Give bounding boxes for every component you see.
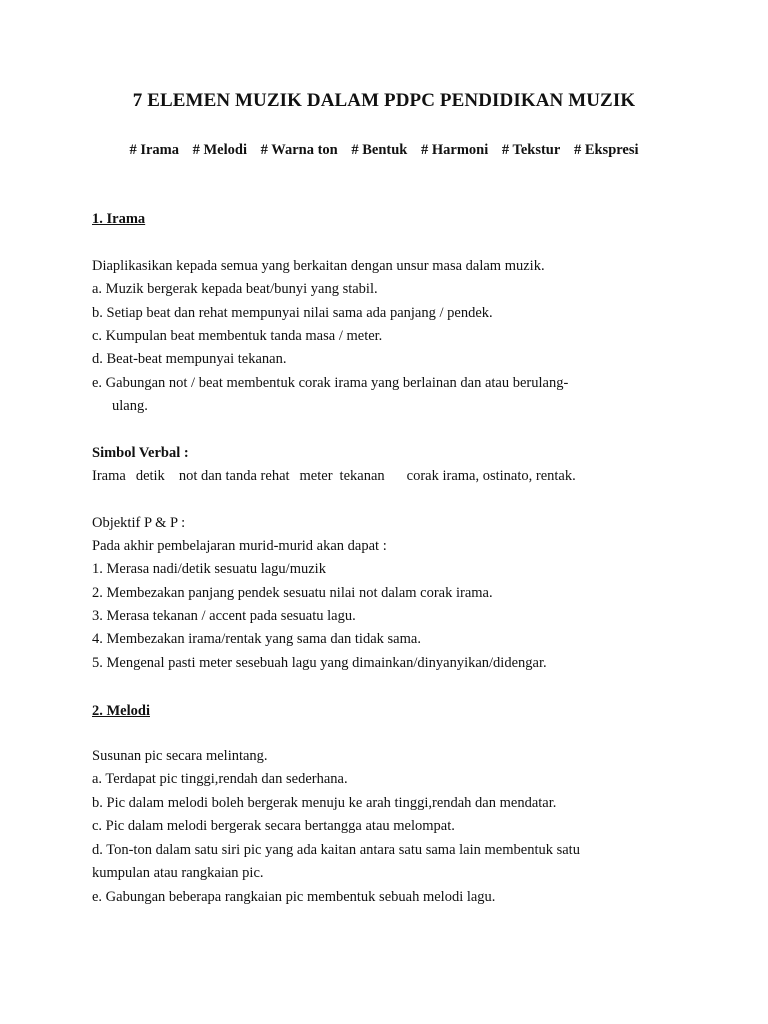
document-title: 7 ELEMEN MUZIK DALAM PDPC PENDIDIKAN MUZIK [132,90,636,111]
melodi-intro: Susunan pic secara melintang. [92,748,268,764]
tag-bentuk: # Bentuk [351,142,408,158]
tag-ekspresi: # Ekspresi [573,142,639,158]
simbol-verbal-terms [92,466,576,486]
objektif-intro: Pada akhir pembelajaran murid-murid akan dapat : [92,538,387,554]
objektif-point-2: 2. Membezakan panjang pendek sesuatu nilai not dalam corak irama. [92,585,493,601]
melodi-point-c: c. Pic dalam melodi bergerak secara bertangga atau melompat. [92,818,455,834]
objektif-heading: Objektif P & P : [92,515,186,531]
tag-melodi: # Melodi [192,142,247,158]
melodi-point-e: e. Gabungan beberapa rangkaian pic membentuk sebuah melodi lagu. [92,889,496,905]
irama-point-d: d. Beat-beat mempunyai tekanan. [92,351,287,367]
term-not-dan-tanda-rehat: not dan tanda rehat [178,468,290,484]
melodi-point-a: a. Terdapat pic tinggi,rendah dan sederhana. [92,771,348,787]
irama-point-c: c. Kumpulan beat membentuk tanda masa / meter. [92,328,383,344]
term-tekanan: tekanan [339,468,385,484]
simbol-verbal-heading: Simbol Verbal : [92,445,189,461]
term-irama: Irama [92,468,126,484]
irama-point-e: e. Gabungan not / beat membentuk corak irama yang berlainan dan atau berulang- [92,375,569,391]
objektif-point-5: 5. Mengenal pasti meter sesebuah lagu yang dimainkan/dinyanyikan/didengar. [92,655,547,671]
irama-point-e-continuation: ulang. [112,398,148,414]
irama-point-b: b. Setiap beat dan rehat mempunyai nilai sama ada panjang / pendek. [92,305,493,321]
irama-intro: Diaplikasikan kepada semua yang berkaitan dengan unsur masa dalam muzik. [92,258,545,274]
melodi-point-b: b. Pic dalam melodi boleh bergerak menuju ke arah tinggi,rendah dan mendatar. [92,795,557,811]
objektif-point-3: 3. Merasa tekanan / accent pada sesuatu lagu. [92,608,356,624]
element-tags [0,140,768,160]
objektif-point-1: 1. Merasa nadi/detik sesuatu lagu/muzik [92,561,326,577]
section-heading-melodi: 2. Melodi [92,703,150,719]
term-meter: meter [299,468,333,484]
objektif-point-4: 4. Membezakan irama/rentak yang sama dan tidak sama. [92,631,421,647]
term-detik: detik [135,468,165,484]
irama-point-a: a. Muzik bergerak kepada beat/bunyi yang stabil. [92,281,378,297]
tag-irama: # Irama [129,142,179,158]
melodi-point-d-continuation: kumpulan atau rangkaian pic. [92,865,264,881]
term-corak-irama: corak irama, ostinato, rentak. [406,468,576,484]
melodi-point-d: d. Ton-ton dalam satu siri pic yang ada kaitan antara satu sama lain membentuk satu [92,842,580,858]
section-heading-irama: 1. Irama [92,211,146,227]
tag-warna-ton: # Warna ton [260,142,338,158]
tag-harmoni: # Harmoni [420,142,489,158]
tag-tekstur: # Tekstur [501,142,561,158]
